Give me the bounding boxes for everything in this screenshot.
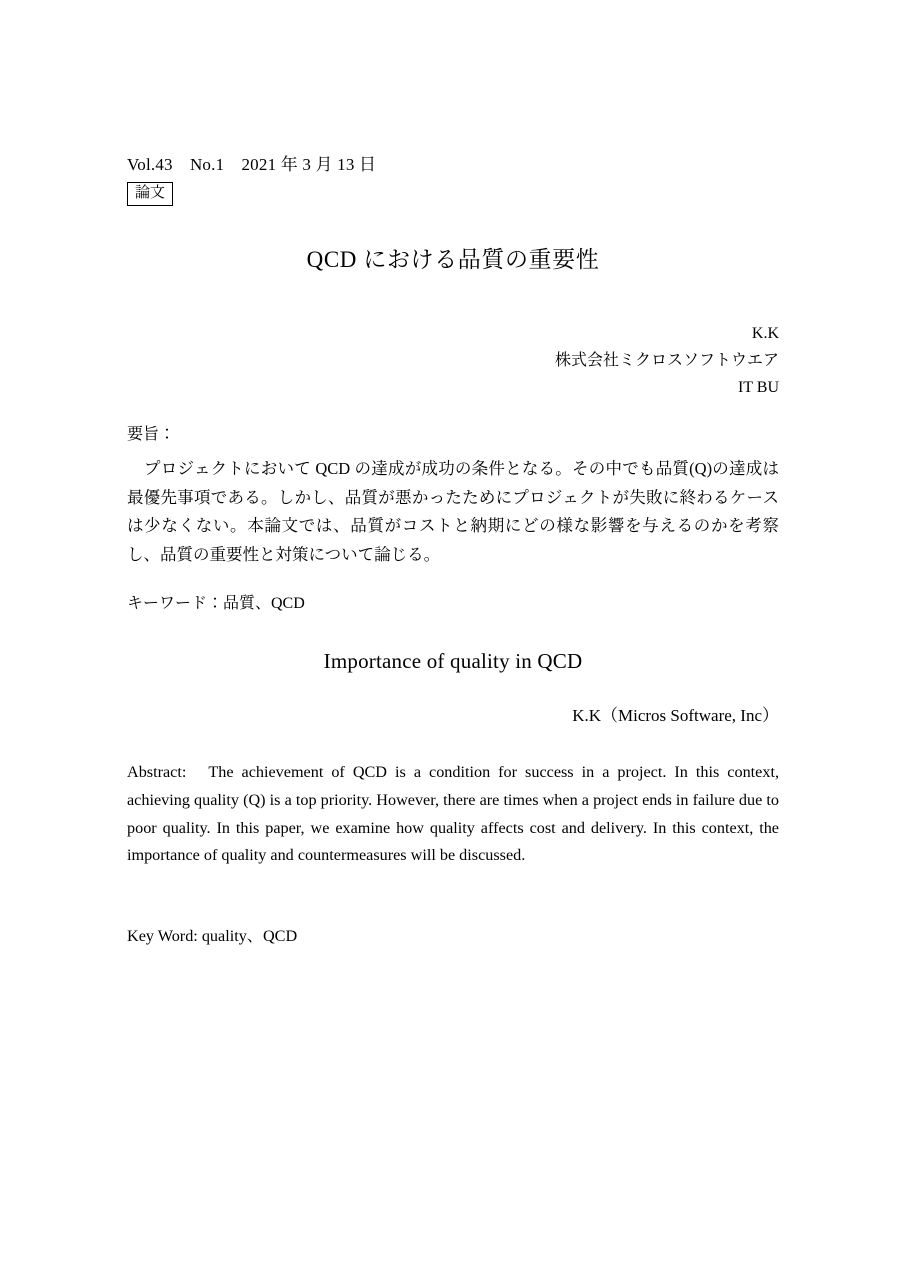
author-name-japanese: K.K bbox=[751, 325, 779, 342]
document-type-badge: 論文 bbox=[127, 182, 173, 206]
issue-line: Vol.43 No.1 2021 年 3 月 13 日 bbox=[127, 155, 377, 174]
author-affiliation-japanese: 株式会社ミクロスソフトウエア bbox=[554, 352, 779, 369]
author-department-japanese: IT BU bbox=[737, 379, 779, 396]
keywords-japanese: キーワード：品質、QCD bbox=[127, 595, 305, 612]
abstract-label-japanese: 要旨： bbox=[127, 426, 176, 443]
abstract-label-english: Abstract: bbox=[127, 763, 187, 781]
keywords-english: Key Word: quality、QCD bbox=[127, 927, 298, 945]
author-block-english: K.K（Micros Software, Inc） bbox=[572, 706, 779, 725]
abstract-english bbox=[127, 759, 779, 870]
page-title-japanese: QCD における品質の重要性 bbox=[306, 247, 600, 272]
page-title-english: Importance of quality in QCD bbox=[323, 649, 583, 673]
abstract-body-english: The achievement of QCD is a condition for success in a project. In this context, achieving quality (Q) is a top priority. However, there are times when a project ends in failure due to poor quality. In this paper, we examine how quality affects cost and delivery. In this context, the importance of quality and countermeasures will be discussed. bbox=[127, 763, 779, 865]
author-block-japanese bbox=[127, 320, 779, 401]
abstract-body-japanese: プロジェクトにおいて QCD の達成が成功の条件となる。その中でも品質(Q)の達成は最優先事項である。しかし、品質が悪かったためにプロジェクトが失敗に終わるケースは少なくない。本論文では、品質がコストと納期にどの様な影響を与えるのかを考察し、品質の重要性と対策について論じる。 bbox=[127, 459, 779, 564]
